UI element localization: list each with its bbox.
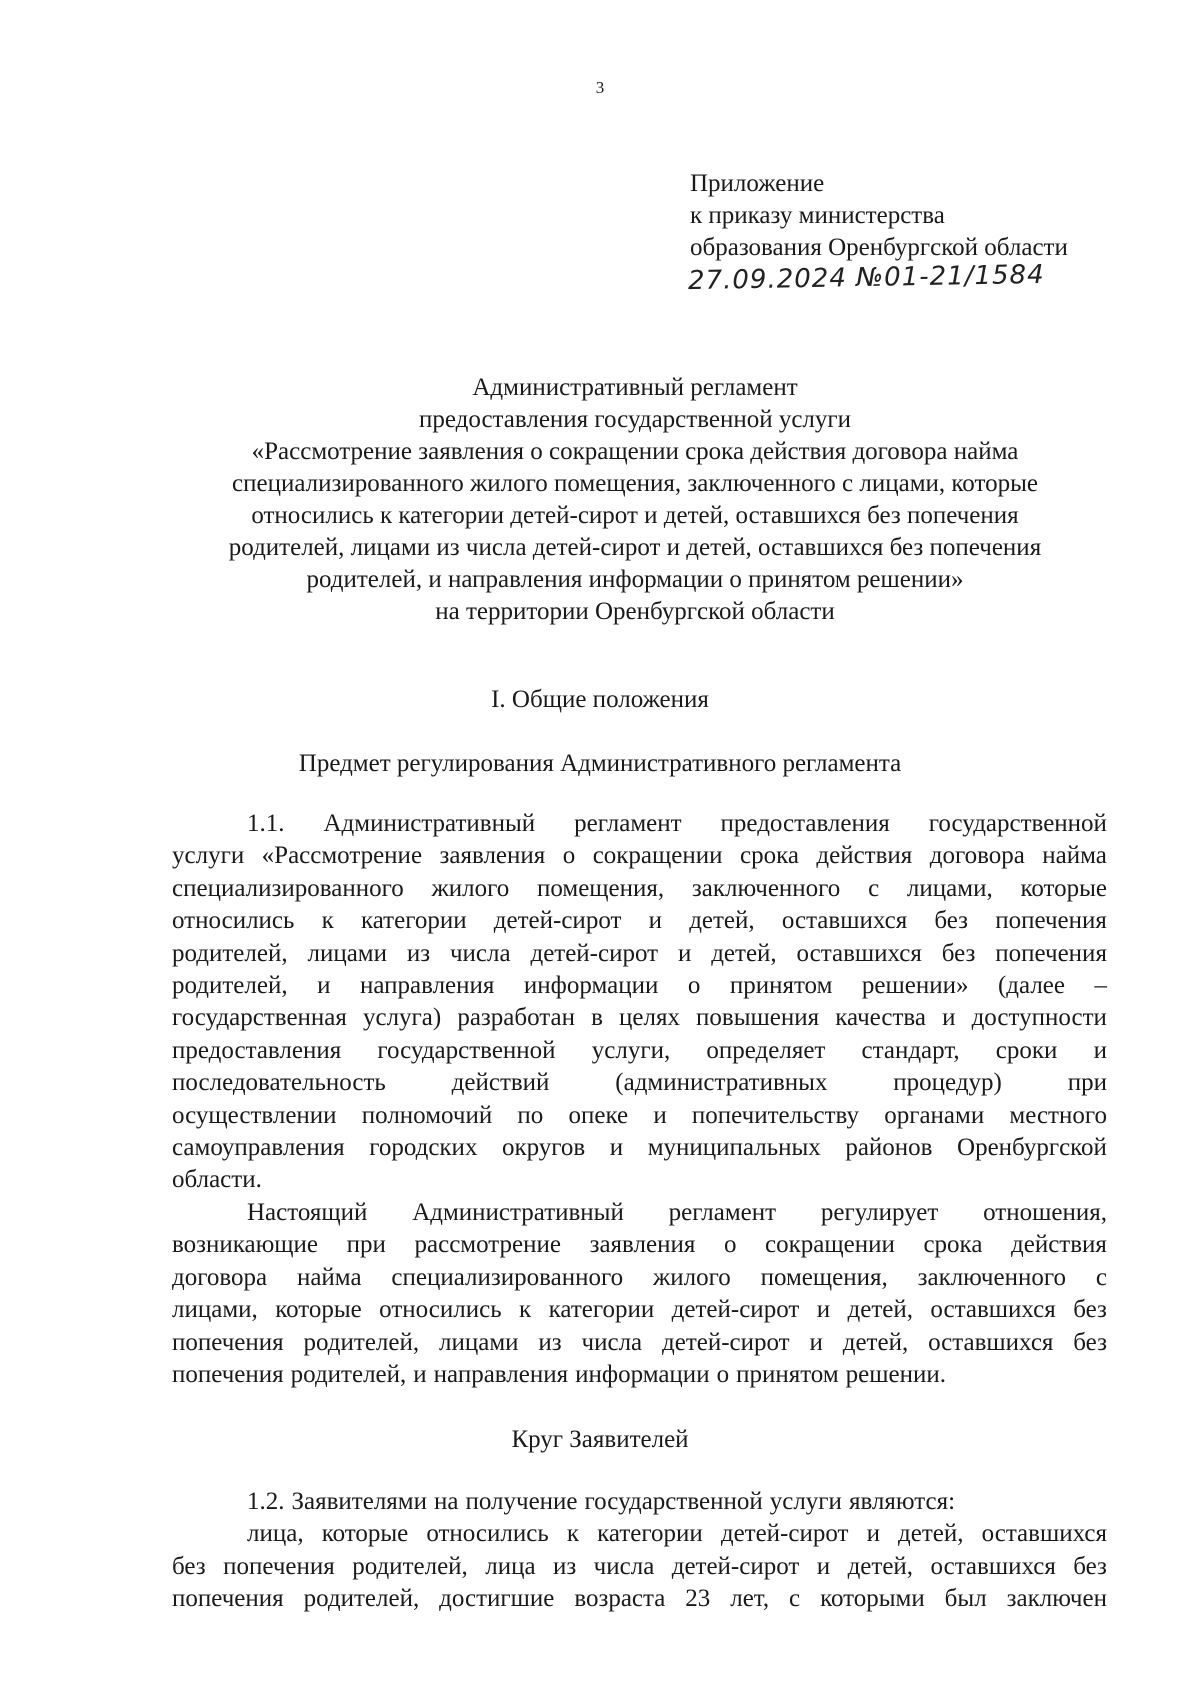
word: лицами, (172, 1296, 258, 1324)
word: принятом (729, 972, 833, 1000)
word: сроки (995, 1036, 1058, 1064)
page-number: 3 (595, 78, 605, 97)
paragraph-1-1 (172, 808, 1107, 1197)
word: качества (835, 1004, 926, 1032)
word: округов (501, 1134, 586, 1162)
word: детей-сирот (671, 1552, 800, 1580)
word: при (346, 1231, 386, 1259)
word: найма (1042, 842, 1107, 870)
word: и (653, 1101, 667, 1129)
word: районов (845, 1134, 933, 1162)
word: государственная (172, 1004, 347, 1032)
word: принятом (736, 1361, 839, 1389)
word: государственной (584, 1488, 763, 1515)
text-line (172, 905, 1107, 937)
word: предоставления (172, 1036, 342, 1064)
word: попечения (995, 939, 1107, 967)
title-line: Административный регламент (472, 374, 798, 401)
word: отношения, (983, 1199, 1107, 1226)
word: целях (619, 1004, 680, 1032)
section-subheading: Предмет регулирования Административного регламента (298, 750, 902, 777)
word: и (866, 1520, 880, 1548)
word: и (677, 939, 692, 967)
word: без (1073, 1328, 1107, 1356)
word: попечения (172, 1585, 284, 1613)
word: услуги, (591, 1036, 671, 1064)
word: из (552, 1552, 577, 1580)
word: действия (816, 842, 913, 870)
word: к (321, 907, 334, 935)
word: Административный (412, 1199, 624, 1226)
word: муниципальных (647, 1134, 821, 1162)
word: и (816, 1552, 831, 1580)
word: срока (923, 1231, 983, 1259)
word: лет, (730, 1585, 770, 1613)
word: относились (426, 1520, 549, 1548)
word: решении» (861, 972, 969, 1000)
word: заявления (439, 842, 546, 870)
appendix-block (690, 168, 1068, 264)
text-line (172, 1359, 1107, 1391)
word: с (1095, 1263, 1107, 1291)
appendix-line: Приложение (690, 170, 825, 197)
word: «Рассмотрение (261, 842, 423, 870)
word: оставшихся (930, 1296, 1056, 1324)
word: городских (369, 1134, 478, 1162)
title-line: родителей, и направления информации о принятом решении» (306, 566, 964, 593)
word: детей-сирот (530, 939, 659, 967)
word: и (609, 1134, 624, 1162)
word: области. (172, 1166, 262, 1194)
word: о (723, 1231, 737, 1259)
word: – (1094, 972, 1107, 1000)
word: на (434, 1488, 459, 1515)
section-heading: I. Общие положения (491, 686, 709, 713)
title-line: на территории Оренбургской области (435, 598, 835, 625)
regulation-title (150, 372, 1120, 628)
word: оставшихся (928, 1328, 1054, 1356)
text-line (172, 1197, 1107, 1229)
word: направления (359, 972, 495, 1000)
word: которые (275, 1296, 362, 1324)
word: 23 (685, 1585, 711, 1613)
text-line (172, 970, 1107, 1002)
word: органами (884, 1101, 985, 1129)
word: о (716, 1361, 730, 1389)
word: числа (581, 1328, 643, 1356)
word: и (816, 1296, 831, 1324)
word: оставшихся (781, 907, 908, 935)
text-line (172, 1100, 1107, 1132)
word: о (562, 842, 576, 870)
text-line (172, 1229, 1107, 1261)
word: решении. (845, 1361, 946, 1389)
title-line: предоставления государственной услуги (418, 406, 852, 433)
word: заключенного (691, 874, 841, 902)
word: определяет (706, 1036, 826, 1064)
word: информации (523, 972, 659, 1000)
word: услуги (769, 1488, 842, 1515)
word: из (406, 939, 431, 967)
word: срока (739, 842, 799, 870)
word: в (591, 1004, 603, 1032)
word: родителей, (303, 1328, 420, 1356)
word: без (172, 1552, 206, 1580)
word: осуществлении (172, 1101, 337, 1129)
word: местного (1009, 1101, 1107, 1129)
word: действий (451, 1069, 550, 1097)
word: разработан (457, 1004, 575, 1032)
text-line (172, 873, 1107, 905)
word: (далее (997, 972, 1065, 1000)
word: заключенного (917, 1263, 1066, 1291)
word: попечения (172, 1361, 284, 1389)
title-line: «Рассмотрение заявления о сокращении срока действия договора найма (251, 438, 1019, 465)
word: детей, (898, 1520, 964, 1548)
word: без (934, 907, 969, 935)
word: о (687, 972, 701, 1000)
word: направления (433, 1361, 569, 1389)
word: относились (379, 1296, 502, 1324)
word: числа (593, 1552, 655, 1580)
appendix-line: образования Оренбургской области (690, 234, 1068, 261)
word: повышения (696, 1004, 820, 1032)
word: лица (485, 1552, 536, 1580)
word: попечительству (691, 1101, 859, 1129)
word: (административных (615, 1069, 828, 1097)
word: регулирует (820, 1199, 939, 1226)
word: возраста (574, 1585, 666, 1613)
word: предоставления (720, 810, 890, 837)
word: услуга) (362, 1004, 442, 1032)
word: которые (1020, 874, 1107, 902)
word: и (809, 1328, 823, 1356)
text-line (172, 1294, 1107, 1326)
word: полномочий (361, 1101, 493, 1129)
paragraph-1-1-continued (172, 1197, 1107, 1391)
word: категории (360, 907, 467, 935)
title-line: специализированного жилого помещения, заключенного с лицами, которые (232, 470, 1038, 497)
word: опеке (568, 1101, 629, 1129)
word: к (519, 1296, 532, 1324)
word: государственной (928, 810, 1107, 837)
word: помещения, (536, 874, 665, 902)
word: Заявителями (291, 1488, 427, 1515)
word: заявления (589, 1231, 696, 1259)
word: которые (321, 1520, 409, 1548)
word: к (566, 1520, 580, 1548)
word: лицами (439, 1328, 519, 1356)
word: регламент (574, 810, 682, 837)
word: достигшие (439, 1585, 555, 1613)
word: попечения (223, 1552, 335, 1580)
word: детей-сирот (720, 1520, 849, 1548)
word: попечения (172, 1328, 284, 1356)
word: 1.1. (247, 810, 285, 837)
text-line (172, 1164, 1107, 1196)
text-line (172, 840, 1107, 872)
word: и (317, 972, 331, 1000)
word: числа (449, 939, 511, 967)
word: без (941, 939, 976, 967)
word: помещения, (760, 1263, 888, 1291)
word: сокращении (765, 1231, 895, 1259)
title-line: относились к категории детей-сирот и детей, оставшихся без попечения (251, 502, 1019, 529)
text-line (172, 1002, 1107, 1034)
word: специализированного (391, 1263, 624, 1291)
word: категории (548, 1296, 655, 1324)
word: при (1067, 1069, 1107, 1097)
word: был (944, 1585, 987, 1613)
word: договора (929, 842, 1025, 870)
word: родителей, (290, 1361, 407, 1389)
word: которыми (820, 1585, 925, 1613)
word: лица, (247, 1520, 304, 1548)
word: оставшихся (981, 1520, 1107, 1548)
word: без (1073, 1552, 1107, 1580)
handwritten-order-date-number: 27.09.2024 №01-21/1584 (687, 259, 1045, 297)
word: действия (1011, 1231, 1107, 1259)
word: 1.2. (247, 1488, 285, 1515)
text-line (172, 1518, 1107, 1550)
word: оставшихся (796, 939, 922, 967)
word: жилого (431, 874, 510, 902)
word: Настоящий (247, 1199, 368, 1226)
word: Административный (323, 810, 536, 837)
word: детей, (689, 907, 755, 935)
word: получение (465, 1488, 578, 1515)
text-line (172, 808, 1107, 840)
word: государственной (377, 1036, 556, 1064)
word: и (1093, 1036, 1107, 1064)
word: рассмотрение (414, 1231, 561, 1259)
word: родителей, (172, 939, 288, 967)
text-line (172, 1035, 1107, 1067)
word: заключен (1006, 1585, 1107, 1613)
word: по (517, 1101, 544, 1129)
applicants-heading: Круг Заявителей (511, 1426, 689, 1453)
word: специализированного (172, 874, 404, 902)
text-line (172, 938, 1107, 970)
text-line (172, 1132, 1107, 1164)
word: детей-сирот (671, 1296, 800, 1324)
word: детей, (847, 1552, 914, 1580)
word: родителей, (303, 1585, 420, 1613)
word: найма (296, 1263, 362, 1291)
word: категории (597, 1520, 703, 1548)
word: и (648, 907, 662, 935)
word: информации (575, 1361, 710, 1389)
word: лицами, (906, 874, 993, 902)
text-line (172, 1551, 1107, 1583)
word: с (789, 1585, 801, 1613)
word: оставшихся (930, 1552, 1056, 1580)
word: детей-сирот (662, 1328, 790, 1356)
word: детей-сирот (493, 907, 622, 935)
word: относились (172, 907, 295, 935)
text-line (172, 1583, 1107, 1615)
word: Оренбургской (957, 1134, 1107, 1162)
word: лицами (307, 939, 387, 967)
word: последовательность (172, 1069, 386, 1097)
text-line (172, 1327, 1107, 1359)
word: родителей, (172, 972, 288, 1000)
word: детей, (847, 1296, 913, 1324)
word: доступности (971, 1004, 1107, 1032)
word: и (942, 1004, 956, 1032)
word: процедур) (893, 1069, 1002, 1097)
word: жилого (652, 1263, 731, 1291)
word: сокращении (592, 842, 723, 870)
word: детей, (842, 1328, 909, 1356)
text-line (172, 1262, 1107, 1294)
word: услуги (172, 842, 245, 870)
word: договора (172, 1263, 268, 1291)
word: регламент (668, 1199, 777, 1226)
word: с (868, 874, 880, 902)
word: из (538, 1328, 562, 1356)
appendix-line: к приказу министерства (690, 202, 945, 229)
word: и (413, 1361, 427, 1389)
text-line (172, 1486, 1107, 1518)
title-line: родителей, лицами из числа детей-сирот и детей, оставшихся без попечения (228, 534, 1042, 561)
paragraph-1-2 (172, 1486, 1107, 1616)
word: без (1073, 1296, 1107, 1324)
word: детей, (711, 939, 777, 967)
word: возникающие (172, 1231, 319, 1259)
word: попечения (995, 907, 1107, 935)
word: родителей, (352, 1552, 468, 1580)
word: самоуправления (172, 1134, 345, 1162)
word: являются: (848, 1488, 956, 1515)
word: стандарт, (861, 1036, 960, 1064)
text-line (172, 1067, 1107, 1099)
